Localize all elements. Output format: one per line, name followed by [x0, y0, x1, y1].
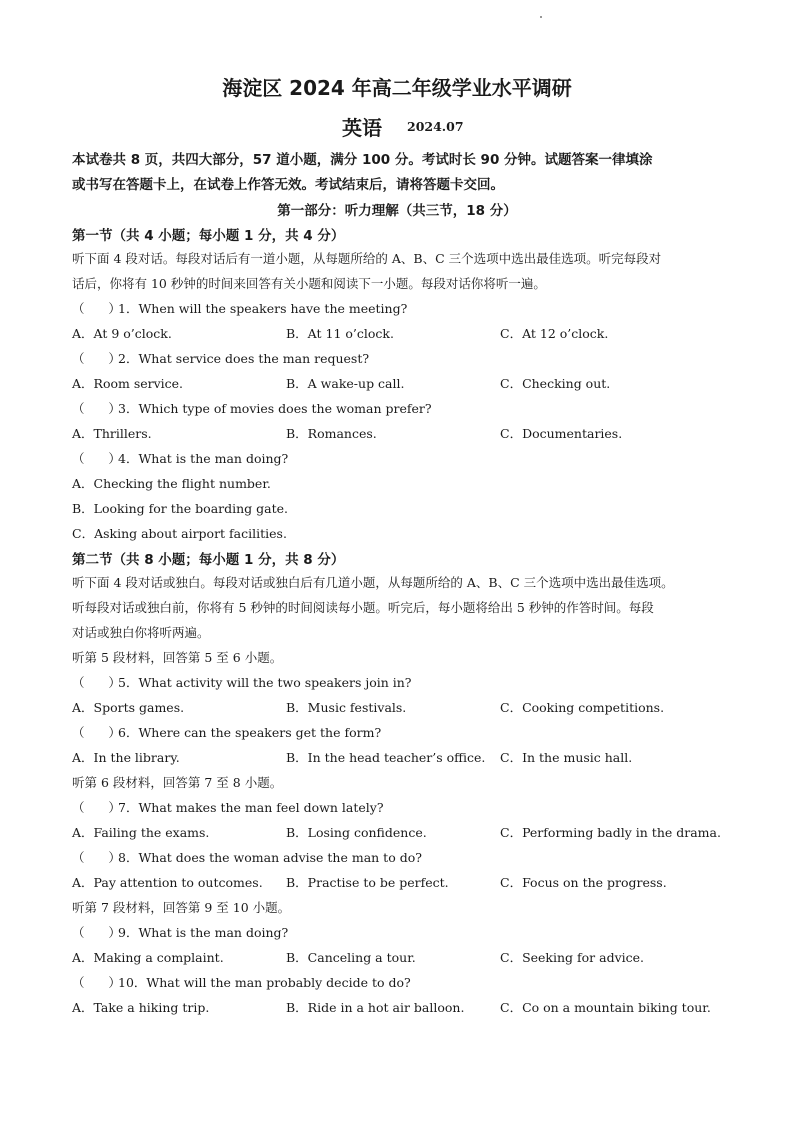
option-c: C．In the music hall.	[500, 750, 633, 765]
question-7	[72, 798, 384, 816]
option-c: C．Performing badly in the drama.	[500, 825, 721, 840]
option-a: A．Making a complaint.	[72, 950, 224, 965]
option-a: A．Checking the flight number.	[72, 476, 271, 491]
question-10	[72, 973, 411, 991]
question-stem: 4．What is the man doing?	[118, 451, 289, 466]
answer-blank[interactable]: （ ）	[72, 975, 121, 990]
option-b: B．Canceling a tour.	[286, 950, 416, 965]
option-b: B．Romances.	[286, 426, 377, 441]
option-b: B．Losing confidence.	[286, 825, 427, 840]
question-stem: 9．What is the man doing?	[118, 925, 289, 940]
option-c: C．Checking out.	[500, 376, 611, 391]
section-2-instruction-1: 听下面 4 段对话或独白。每段对话或独白后有几道小题，从每题所给的 A、B、C 三个选项中选出最佳选项。	[72, 575, 674, 590]
section-2-instruction-3: 对话或独白你将听两遍。	[72, 625, 210, 640]
question-stem: 6．Where can the speakers get the form?	[118, 725, 382, 740]
option-c: C．At 12 o’clock.	[500, 326, 609, 341]
option-c: C．Cooking competitions.	[500, 700, 665, 715]
option-a: A．Failing the exams.	[72, 825, 210, 840]
question-8	[72, 848, 422, 866]
question-stem: 5．What activity will the two speakers join in?	[118, 675, 412, 690]
answer-blank[interactable]: （ ）	[72, 675, 121, 690]
page-mark	[540, 16, 542, 18]
option-a: A．Room service.	[72, 376, 184, 391]
section-1-instruction-1: 听下面 4 段对话。每段对话后有一道小题，从每题所给的 A、B、C 三个选项中选出最佳选项。听完每段对	[72, 251, 662, 266]
option-c: C．Co on a mountain biking tour.	[500, 1000, 711, 1015]
part-1-title: 第一部分：听力理解（共三节，18 分）	[277, 203, 517, 219]
exam-notice-line-1: 本试卷共 8 页，共四大部分，57 道小题，满分 100 分。考试时长 90 分钟。试题答案一律填涂	[72, 152, 653, 168]
option-b: B．In the head teacher’s office.	[286, 750, 486, 765]
material-5-heading: 听第 5 段材料，回答第 5 至 6 小题。	[72, 650, 283, 665]
material-7-heading: 听第 7 段材料，回答第 9 至 10 小题。	[72, 900, 291, 915]
option-b: B．Practise to be perfect.	[286, 875, 449, 890]
section-2-title: 第二节（共 8 小题；每小题 1 分，共 8 分）	[72, 552, 345, 568]
question-stem: 10．What will the man probably decide to do?	[118, 975, 411, 990]
subject-label: 英语	[342, 116, 382, 140]
option-b: B．Ride in a hot air balloon.	[286, 1000, 465, 1015]
question-stem: 2．What service does the man request?	[118, 351, 370, 366]
answer-blank[interactable]: （ ）	[72, 351, 121, 366]
option-a: A．In the library.	[72, 750, 180, 765]
question-1	[72, 299, 407, 317]
answer-blank[interactable]: （ ）	[72, 401, 121, 416]
option-b: B．Looking for the boarding gate.	[72, 501, 289, 516]
question-4	[72, 449, 288, 467]
option-a: A．Take a hiking trip.	[72, 1000, 210, 1015]
section-2-instruction-2: 听每段对话或独白前，你将有 5 秒钟的时间阅读每小题。听完后，每小题将给出 5 秒钟的作答时间。每段	[72, 600, 654, 615]
answer-blank[interactable]: （ ）	[72, 925, 121, 940]
answer-blank[interactable]: （ ）	[72, 800, 121, 815]
option-a: A．Pay attention to outcomes.	[72, 875, 263, 890]
question-5	[72, 673, 412, 691]
exam-title: 海淀区 2024 年高二年级学业水平调研	[222, 76, 572, 100]
option-b: B．A wake-up call.	[286, 376, 405, 391]
option-b: B．At 11 o’clock.	[286, 326, 394, 341]
question-stem: 3．Which type of movies does the woman prefer?	[118, 401, 432, 416]
exam-notice-line-2: 或书写在答题卡上，在试卷上作答无效。考试结束后，请将答题卡交回。	[72, 177, 504, 193]
option-a: A．Sports games.	[72, 700, 185, 715]
question-stem: 8．What does the woman advise the man to do?	[118, 850, 422, 865]
option-b: B．Music festivals.	[286, 700, 407, 715]
answer-blank[interactable]: （ ）	[72, 850, 121, 865]
section-1-title: 第一节（共 4 小题；每小题 1 分，共 4 分）	[72, 228, 345, 244]
option-c: C．Focus on the progress.	[500, 875, 667, 890]
option-c: C．Documentaries.	[500, 426, 623, 441]
question-9	[72, 923, 288, 941]
option-c: C．Asking about airport facilities.	[72, 526, 287, 541]
section-1-instruction-2: 话后，你将有 10 秒钟的时间来回答有关小题和阅读下一小题。每段对话你将听一遍。	[72, 276, 546, 291]
answer-blank[interactable]: （ ）	[72, 301, 121, 316]
answer-blank[interactable]: （ ）	[72, 451, 121, 466]
answer-blank[interactable]: （ ）	[72, 725, 121, 740]
question-3	[72, 399, 432, 417]
material-6-heading: 听第 6 段材料，回答第 7 至 8 小题。	[72, 775, 283, 790]
question-2	[72, 349, 369, 367]
question-stem: 7．What makes the man feel down lately?	[118, 800, 384, 815]
option-a: A．At 9 o’clock.	[72, 326, 172, 341]
question-6	[72, 723, 381, 741]
exam-date: 2024.07	[407, 119, 464, 134]
option-a: A．Thrillers.	[72, 426, 152, 441]
question-stem: 1．When will the speakers have the meeting?	[118, 301, 408, 316]
option-c: C．Seeking for advice.	[500, 950, 645, 965]
